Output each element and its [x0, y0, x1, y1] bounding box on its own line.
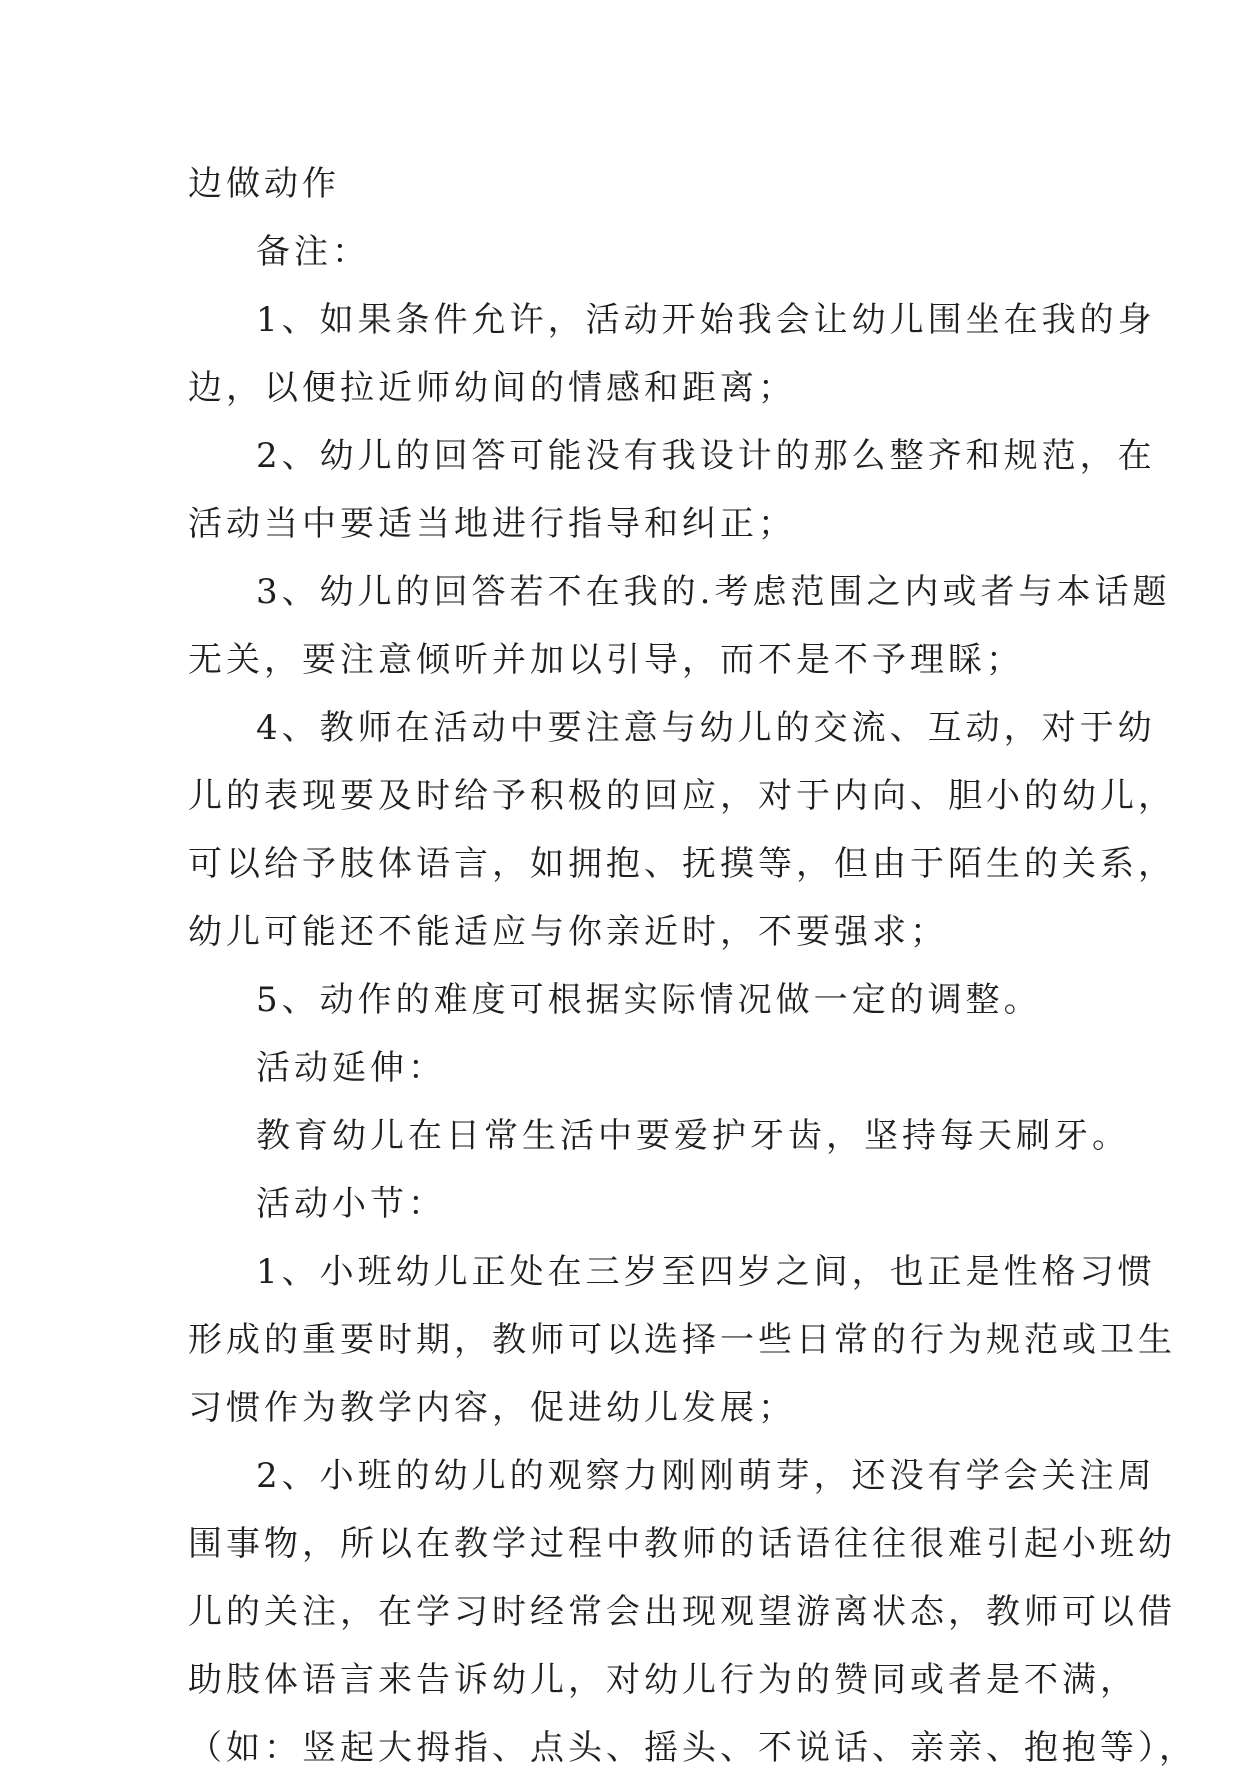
text-line: 4、教师在活动中要注意与幼儿的交流、互动，对于幼	[256, 708, 1156, 748]
text-line: 幼儿可能还不能适应与你亲近时，不要强求；	[188, 912, 948, 952]
text-line: 围事物，所以在教学过程中教师的话语往往很难引起小班幼	[188, 1524, 1176, 1564]
text-line: 助肢体语言来告诉幼儿，对幼儿行为的赞同或者是不满，	[188, 1660, 1138, 1700]
text-line: 活动延伸：	[256, 1048, 446, 1088]
text-line: 可以给予肢体语言，如拥抱、抚摸等，但由于陌生的关系，	[188, 844, 1176, 884]
text-line: 无关，要注意倾听并加以引导，而不是不予理睬；	[188, 640, 1024, 680]
document-body	[188, 150, 1197, 1782]
text-line: 教育幼儿在日常生活中要爱护牙齿，坚持每天刷牙。	[256, 1116, 1130, 1156]
text-line: 2、幼儿的回答可能没有我设计的那么整齐和规范，在	[256, 436, 1156, 476]
text-line: 5、动作的难度可根据实际情况做一定的调整。	[256, 980, 1042, 1020]
text-line: 边，以便拉近师幼间的情感和距离；	[188, 368, 796, 408]
text-line: 活动小节：	[256, 1184, 446, 1224]
text-line: 1、如果条件允许，活动开始我会让幼儿围坐在我的身	[256, 300, 1156, 340]
text-line: 形成的重要时期，教师可以选择一些日常的行为规范或卫生	[188, 1320, 1176, 1360]
text-line: 活动当中要适当地进行指导和纠正；	[188, 504, 796, 544]
text-line: 边做动作	[188, 164, 340, 204]
text-line: 2、小班的幼儿的观察力刚刚萌芽，还没有学会关注周	[256, 1456, 1156, 1496]
text-line: 3、幼儿的回答若不在我的.考虑范围之内或者与本话题	[256, 572, 1171, 612]
text-line: 儿的关注，在学习时经常会出现观望游离状态，教师可以借	[188, 1592, 1176, 1632]
text-line: 儿的表现要及时给予积极的回应，对于内向、胆小的幼儿，	[188, 776, 1176, 816]
text-line: 备注：	[256, 232, 370, 272]
text-line: 习惯作为教学内容，促进幼儿发展；	[188, 1388, 796, 1428]
text-line: 1、小班幼儿正处在三岁至四岁之间，也正是性格习惯	[256, 1252, 1156, 1292]
text-line: （如：竖起大拇指、点头、摇头、不说话、亲亲、抱抱等），	[188, 1728, 1197, 1768]
